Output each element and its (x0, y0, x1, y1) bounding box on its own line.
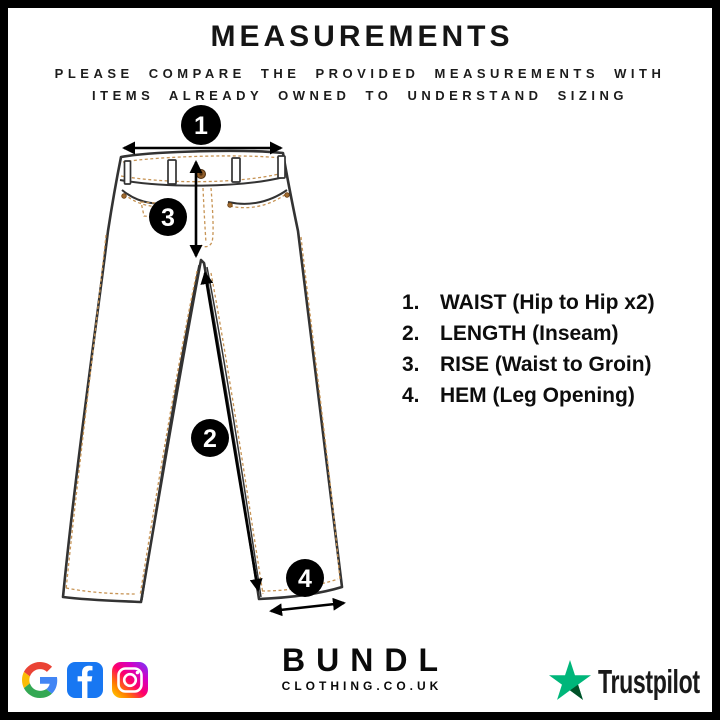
subtitle (0, 63, 720, 107)
page-title: MEASUREMENTS (210, 20, 514, 53)
jeans-diagram (40, 95, 410, 625)
marker-3-number: 3 (161, 204, 175, 232)
legend-label: RISE (Waist to Groin) (440, 353, 652, 376)
subtitle-line-1: PLEASE COMPARE THE PROVIDED MEASUREMENTS WITH (54, 66, 666, 81)
hem-arrow (271, 603, 344, 611)
header (0, 20, 720, 107)
marker-4-number: 4 (298, 565, 312, 593)
subtitle-line-2: ITEMS ALREADY OWNED TO UNDERSTAND SIZING (92, 88, 628, 103)
legend-item-waist (402, 287, 655, 318)
jeans-outline (63, 151, 342, 602)
legend-item-hem (402, 380, 655, 411)
legend-label: LENGTH (Inseam) (440, 322, 619, 345)
marker-2-number: 2 (203, 425, 217, 453)
trustpilot-wordmark: Trustpilot (598, 663, 700, 700)
trustpilot-logo (547, 659, 720, 705)
legend-item-rise (402, 349, 655, 380)
legend-number: 2. (402, 322, 420, 345)
trustpilot-star-icon (547, 659, 593, 705)
legend-number: 1. (402, 291, 420, 314)
legend-number: 3. (402, 353, 420, 376)
brand-domain: CLOTHING.CO.UK (281, 679, 443, 693)
measurement-legend (402, 287, 655, 411)
legend-item-length (402, 318, 655, 349)
legend-number: 4. (402, 384, 420, 407)
legend-label: HEM (Leg Opening) (440, 384, 635, 407)
legend-label: WAIST (Hip to Hip x2) (440, 291, 655, 314)
brand-name: BUNDL (282, 642, 449, 678)
marker-1-number: 1 (194, 112, 208, 140)
